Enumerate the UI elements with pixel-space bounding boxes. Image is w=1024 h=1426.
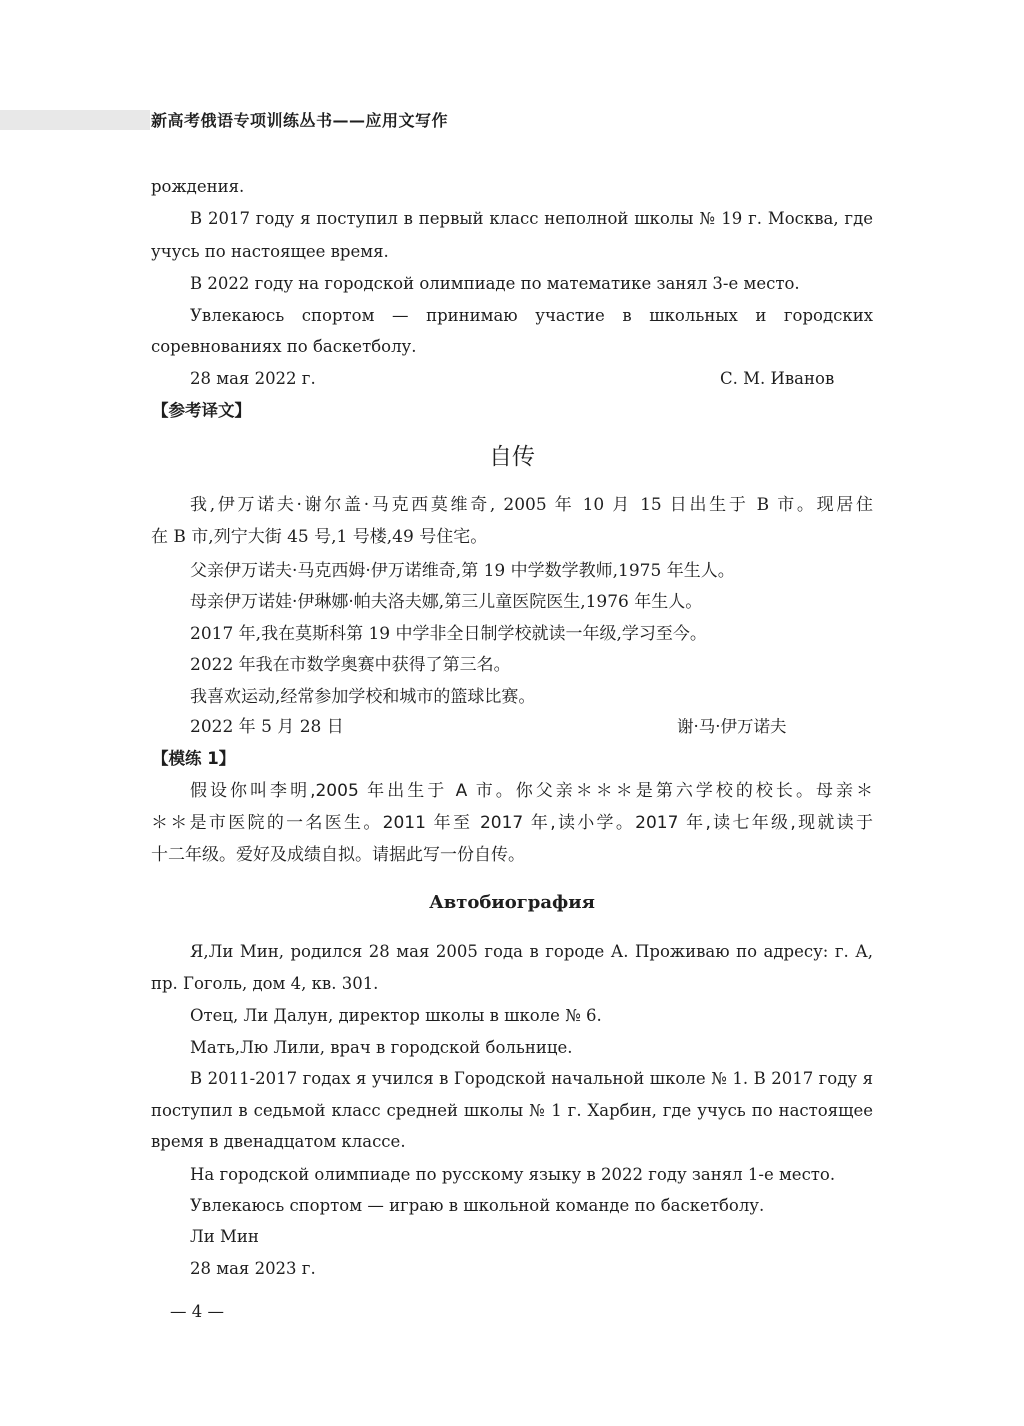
page-number: — 4 — bbox=[170, 1302, 224, 1321]
text-line: 父亲伊万诺夫·马克西姆·伊万诺维奇,第 19 中学数学教师,1975 年生人。 bbox=[190, 561, 735, 581]
text-line: соревнованиях по баскетболу. bbox=[151, 337, 417, 356]
translation-date: 2022 年 5 月 28 日 bbox=[190, 717, 344, 737]
text-line: Отец, Ли Далун, директор школы в школе № 6. bbox=[190, 1006, 602, 1025]
translation-title: 自传 bbox=[489, 444, 535, 470]
book-series-title: 新高考俄语专项训练丛书——应用文写作 bbox=[151, 111, 449, 130]
text-line: Я,Ли Мин, родился 28 мая 2005 года в городе А. Проживаю по адресу: г. А, bbox=[190, 942, 873, 961]
text-line: пр. Гоголь, дом 4, кв. 301. bbox=[151, 974, 379, 993]
text-line: В 2022 году на городской олимпиаде по математике занял 3-е место. bbox=[190, 274, 800, 293]
text-line: время в двенадцатом классе. bbox=[151, 1132, 406, 1151]
text-line: 母亲伊万诺娃·伊琳娜·帕夫洛夫娜,第三儿童医院医生,1976 年生人。 bbox=[190, 592, 703, 612]
text-line: поступил в седьмой класс средней школы № 1 г. Харбин, где учусь по настоящее bbox=[151, 1101, 873, 1120]
text-line: На городской олимпиаде по русскому языку в 2022 году занял 1-е место. bbox=[190, 1165, 836, 1184]
text-line: Увлекаюсь спортом — играю в школьной команде по баскетболу. bbox=[190, 1196, 765, 1215]
text-line: ＊＊是市医院的一名医生。2011 年至 2017 年,读小学。2017 年,读七年级,现就读于 bbox=[151, 813, 873, 833]
text-line: В 2011-2017 годах я учился в Городской начальной школе № 1. В 2017 году я bbox=[190, 1069, 873, 1088]
text-line: учусь по настоящее время. bbox=[151, 242, 389, 261]
text-line: рождения. bbox=[151, 177, 245, 196]
answer-title: Автобиография bbox=[429, 892, 595, 913]
answer-date: 28 мая 2023 г. bbox=[190, 1259, 316, 1278]
text-line: 2017 年,我在莫斯科第 19 中学非全日制学校就读一年级,学习至今。 bbox=[190, 624, 707, 644]
text-line: В 2017 году я поступил в первый класс неполной школы № 19 г. Москва, где bbox=[190, 209, 873, 228]
answer-signature: Ли Мин bbox=[190, 1227, 259, 1246]
header-bar bbox=[0, 110, 150, 130]
exercise-heading: 【模练 1】 bbox=[152, 749, 236, 768]
sample-signature: С. М. Иванов bbox=[720, 369, 835, 388]
text-line: Мать,Лю Лили, врач в городской больнице. bbox=[190, 1038, 573, 1057]
text-line: 2022 年我在市数学奥赛中获得了第三名。 bbox=[190, 655, 511, 675]
translation-signature: 谢·马·伊万诺夫 bbox=[677, 717, 787, 736]
text-line: 十二年级。爱好及成绩自拟。请据此写一份自传。 bbox=[151, 845, 525, 865]
translation-heading: 【参考译文】 bbox=[152, 401, 251, 420]
text-line: 假设你叫李明,2005 年出生于 A 市。你父亲＊＊＊是第六学校的校长。母亲＊ bbox=[190, 781, 873, 801]
text-line: 在 B 市,列宁大街 45 号,1 号楼,49 号住宅。 bbox=[151, 527, 488, 547]
text-line: 我喜欢运动,经常参加学校和城市的篮球比赛。 bbox=[190, 687, 536, 707]
sample-date: 28 мая 2022 г. bbox=[190, 369, 316, 388]
text-line: 我,伊万诺夫·谢尔盖·马克西莫维奇, 2005 年 10 月 15 日出生于 B 市。现居住 bbox=[190, 495, 873, 515]
text-line: Увлекаюсь спортом — принимаю участие в школьных и городских bbox=[190, 306, 873, 325]
